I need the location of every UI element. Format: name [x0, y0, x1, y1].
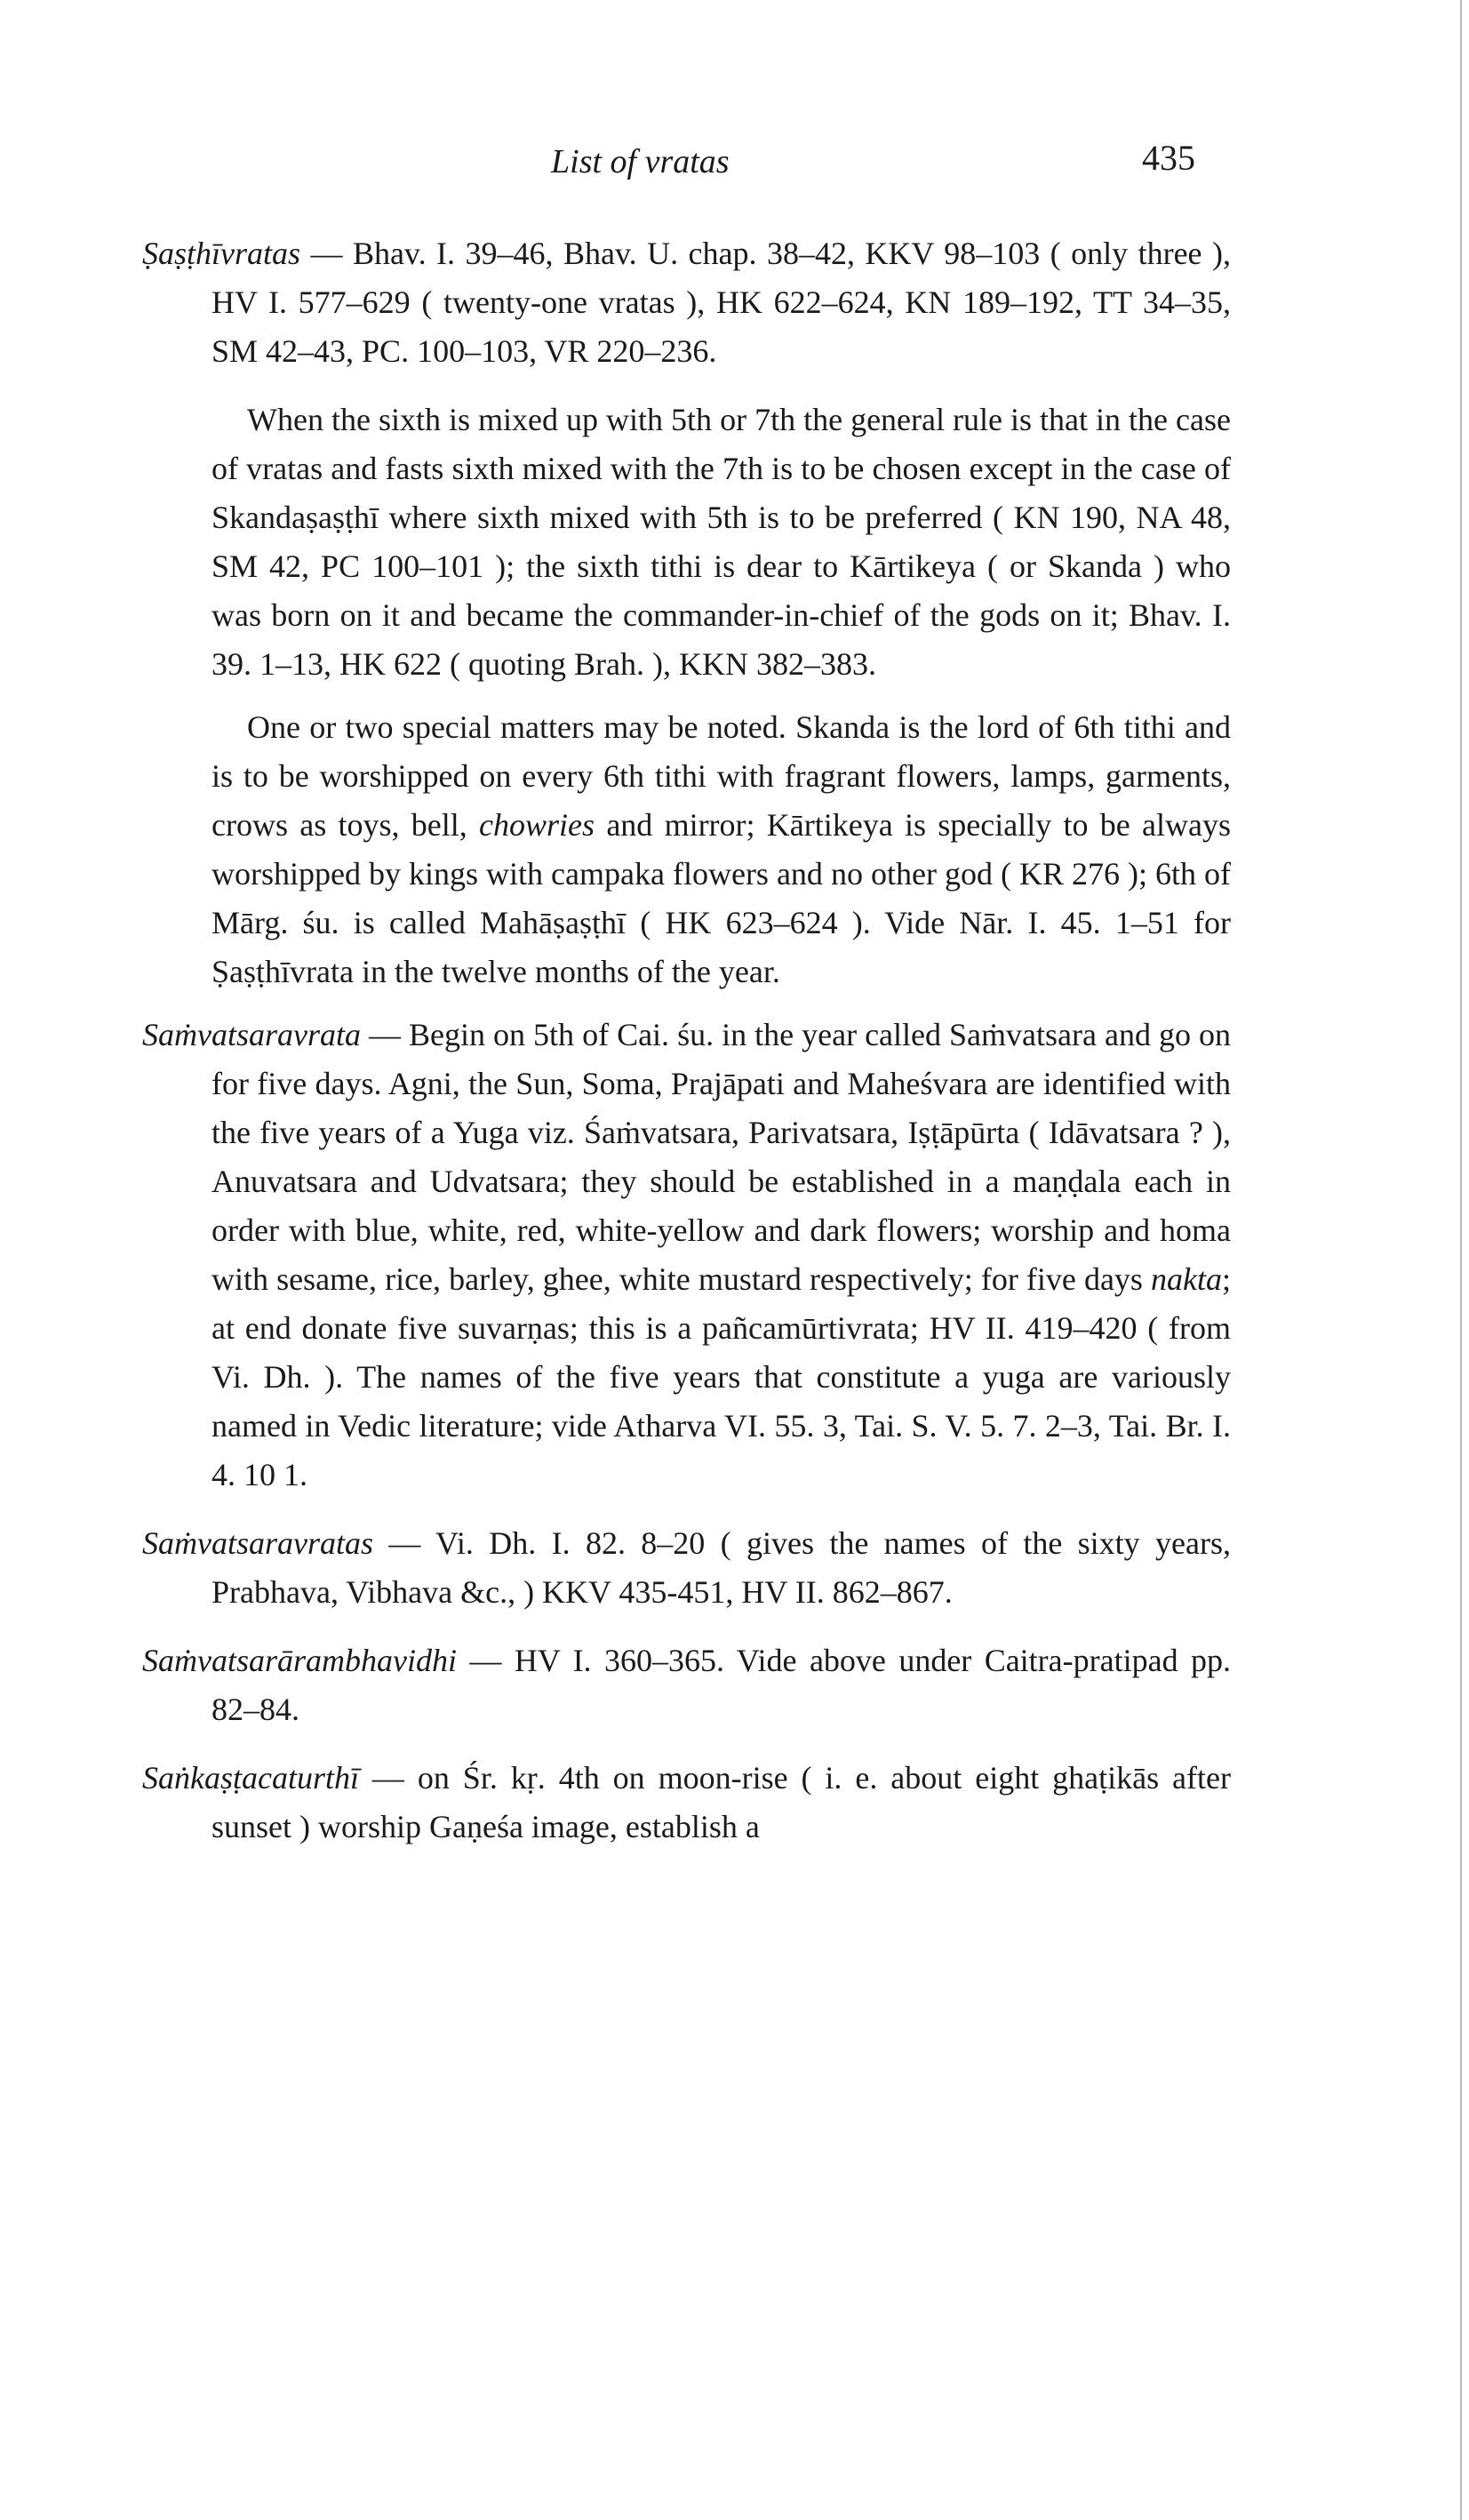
entry-text-continued: ; at end donate five suvarṇas; this is a pañcamūrtivrata; HV II. 419–420 ( from Vi. Dh. ). The names of the five years that constitute a yuga are variously named in Vedic literature; vide Atharva VI. 55. 3, Tai. S. V. 5. 7. 2–3, Tai. Br. I. 4. 10 1.	[212, 1261, 1231, 1492]
entry-italic-term: nakta	[1151, 1261, 1222, 1297]
entry-term: Saṁvatsaravratas	[142, 1525, 373, 1561]
entry-term: Ṣaṣṭhīvratas	[142, 236, 301, 271]
paragraph-sixth-mixed	[212, 396, 1231, 689]
page-edge-line	[1460, 0, 1462, 2520]
entry-text: — HV I. 360–365. Vide above under Caitra-pratipad pp. 82–84.	[212, 1643, 1231, 1727]
page-number: 435	[1142, 138, 1195, 178]
entry-text: — Begin on 5th of Cai. śu. in the year called Saṁvatsara and go on for five days. Agni, the Sun, Soma, Prajāpati and Maheśvara are identified with the five years of a Yuga viz. Śaṁvatsara, Parivatsara, Iṣṭāpūrta ( Idāvatsara ? ), Anuvatsara and Udvatsara; they should be established in a maṇḍala each in order with blue, white, red, white-yellow and dark flowers; worship and homa with sesame, rice, barley, ghee, white mustard respectively; for five days	[212, 1017, 1231, 1297]
entry-term: Saṁvatsaravrata	[142, 1017, 361, 1052]
paragraph-text-continued: and mirror; Kārtikeya is specially to be always worshipped by kings with campaka flowers and no other god ( KR 276 ); 6th of Mārg. śu. is called Mahāṣaṣṭhī ( HK 623–624 ). Vide Nār. I. 45. 1–51 for Ṣaṣṭhīvrata in the twelve months of the year.	[212, 807, 1231, 989]
entry-samvatsaravratas	[142, 1519, 1231, 1617]
entry-shashthivratas	[142, 229, 1231, 376]
entry-text: — Bhav. I. 39–46, Bhav. U. chap. 38–42, KKV 98–103 ( only three ), HV I. 577–629 ( twenty-one vratas ), HK 622–624, KN 189–192, TT 34–35, SM 42–43, PC. 100–103, VR 220–236.	[212, 236, 1231, 369]
paragraph-text: When the sixth is mixed up with 5th or 7th the general rule is that in the case of vratas and fasts sixth mixed with the 7th is to be chosen except in the case of Skandaṣaṣṭhī where sixth mixed with 5th is to be preferred ( KN 190, NA 48, SM 42, PC 100–101 ); the sixth tithi is dear to Kārtikeya ( or Skanda ) who was born on it and became the commander-in-chief of the gods on it; Bhav. I. 39. 1–13, HK 622 ( quoting Brah. ), KKN 382–383.	[212, 402, 1231, 682]
paragraph-special-matters	[212, 703, 1231, 996]
entry-term: Saṁvatsarārambhavidhi	[142, 1643, 457, 1678]
entry-samvatsararambhavidhi	[142, 1636, 1231, 1734]
page-header	[0, 133, 1469, 187]
page-body	[142, 229, 1231, 1871]
entry-text: — Vi. Dh. I. 82. 8–20 ( gives the names of the sixty years, Prabhava, Vibhava &c., ) KKV 435-451, HV II. 862–867.	[212, 1525, 1231, 1610]
paragraph-text: One or two special matters may be noted. Skanda is the lord of 6th tithi and is to be worshipped on every 6th tithi with fragrant flowers, lamps, garments, crows as toys, bell,	[212, 709, 1231, 843]
entry-text: — on Śr. kṛ. 4th on moon-rise ( i. e. about eight ghaṭikās after sunset ) worship Gaṇeśa image, establish a	[212, 1760, 1231, 1844]
paragraph-italic-term: chowries	[479, 807, 595, 843]
running-title: List of vratas	[551, 143, 730, 180]
entry-samvatsaravrata	[142, 1011, 1231, 1500]
entry-term: Saṅkaṣṭacaturthī	[142, 1760, 359, 1796]
entry-sankashtacaturthi	[142, 1754, 1231, 1852]
